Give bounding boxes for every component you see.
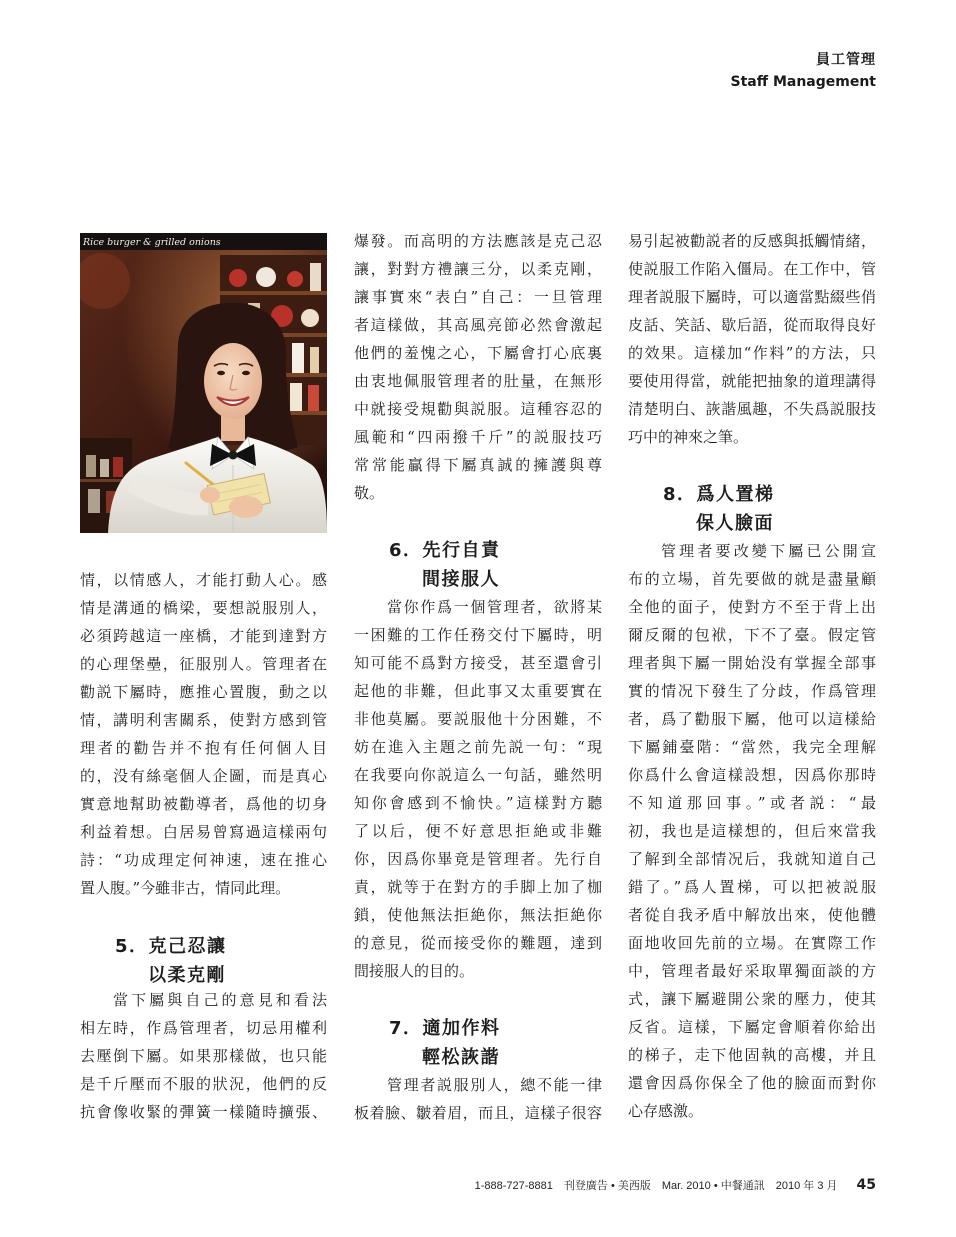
text-column-2 <box>354 0 602 1237</box>
section-heading <box>628 481 876 538</box>
paragraph-line: 的，没有絲毫個人企圖，而是真心 <box>80 767 327 785</box>
paragraph-line: 皮話、笑話、歇后語，從而取得良好 <box>628 316 876 334</box>
paragraph-line: 巧中的神來之筆。 <box>628 428 749 446</box>
section-heading-title: 7．適加作料 <box>389 1018 501 1039</box>
section-heading-title: 5．克己忍讓 <box>115 936 227 957</box>
paragraph-line: 當你作爲一個管理者，欲將某 <box>387 598 602 616</box>
paragraph-line: 的梯子，走下他固執的高樓，并且 <box>628 1046 876 1064</box>
paragraph-line: 清楚明白、詼諧風趣，不失爲説服技 <box>628 400 876 418</box>
paragraph-line: 當下屬與自己的意見和看法 <box>113 991 327 1009</box>
paragraph-line: 還會因爲你保全了他的臉面而對你 <box>628 1074 876 1092</box>
paragraph-line: 情是溝通的橋梁，要想説服別人， <box>80 599 327 617</box>
page-footer <box>475 1177 876 1193</box>
paragraph-line: 下屬鋪臺階：“當然，我完全理解 <box>628 738 876 756</box>
paragraph-line: 抗會像收緊的彈簧一樣隨時擴張、 <box>80 1103 327 1121</box>
paragraph-line: 非他莫屬。要説服他十分困難，不 <box>354 710 602 728</box>
paragraph-line: 讓事實來“表白”自己：一旦管理 <box>354 288 602 306</box>
paragraph-line: 知你會感到不愉快。”這樣對方聽 <box>354 794 602 812</box>
paragraph-line: 妨在進入主題之前先説一句：“現 <box>354 738 602 756</box>
article-paragraph <box>628 537 876 1125</box>
paragraph-line: 易引起被勸説者的反感與抵觸情緒， <box>628 232 876 250</box>
paragraph-line: 者從自我矛盾中解放出來，使他體 <box>628 906 876 924</box>
article-paragraph <box>628 227 876 451</box>
paragraph-line: 理者與下屬一開始没有掌握全部事 <box>628 654 876 672</box>
paragraph-line: 的意見，從而接受你的難題，達到 <box>354 934 602 952</box>
text-column-1 <box>80 0 327 1237</box>
paragraph-line: 實的情况下發生了分歧，作爲管理 <box>628 682 876 700</box>
menu-sign-text: Rice burger & grilled onions <box>83 237 221 248</box>
paragraph-line: 面地收回先前的立場。在實際工作 <box>628 934 876 952</box>
footer-ad-edition: 刊登廣告 • 美西版 <box>563 1180 651 1192</box>
section-heading-subtitle: 保人臉面 <box>696 512 774 534</box>
paragraph-line: 者這樣做，其高風亮節必然會激起 <box>354 316 602 334</box>
paragraph-line: 管理者要改變下屬已公開宣 <box>661 542 876 560</box>
paragraph-line: 知可能不爲對方接受，甚至還會引 <box>354 654 602 672</box>
article-paragraph <box>354 227 602 507</box>
section-heading <box>354 1015 602 1072</box>
section-heading <box>354 537 602 594</box>
paragraph-line: 初，我也是這樣想的，但后來當我 <box>628 822 876 840</box>
paragraph-line: 敬。 <box>354 484 385 502</box>
page-number: 45 <box>856 1177 876 1193</box>
paragraph-line: 管理者説服別人，總不能一律 <box>387 1076 602 1094</box>
paragraph-line: 全他的面子，使對方不至于背上出 <box>628 598 876 616</box>
paragraph-line: 置人腹。”今雖非古，情同此理。 <box>80 879 291 897</box>
paragraph-line: 錯了。”爲人置梯，可以把被説服 <box>628 878 876 896</box>
paragraph-line: 要使用得當，就能把抽象的道理講得 <box>628 372 876 390</box>
section-title-english: Staff Management <box>730 74 876 90</box>
paragraph-line: 讓，對對方禮讓三分，以柔克剛， <box>354 260 602 278</box>
paragraph-line: 情，講明利害關系，使對方感到管 <box>80 711 327 729</box>
paragraph-line: 相左時，作爲管理者，切忌用權利 <box>80 1019 327 1037</box>
section-title-chinese: 員工管理 <box>816 52 876 68</box>
paragraph-line: 了解到全部情况后，我就知道自己 <box>628 850 876 868</box>
paragraph-line: 的心理堡壘，征服別人。管理者在 <box>80 655 327 673</box>
article-paragraph <box>354 593 602 985</box>
footer-phone: 1-888-727-8881 <box>474 1180 553 1192</box>
paragraph-line: 由衷地佩服管理者的肚量，在無形 <box>354 372 602 390</box>
paragraph-line: 中就接受規勸與説服。這種容忍的 <box>354 400 602 418</box>
paragraph-line: 詩：“功成理定何神速，速在推心 <box>80 851 327 869</box>
paragraph-line: 起他的非難，但此事又太重要實在 <box>354 682 602 700</box>
paragraph-line: 者，爲了勸服下屬，他可以這樣給 <box>628 710 876 728</box>
paragraph-line: 使説服工作陷入僵局。在工作中，管 <box>628 260 876 278</box>
paragraph-line: 利益着想。白居易曾寫過這樣兩句 <box>80 823 327 841</box>
section-heading-title: 6．先行自責 <box>389 540 501 561</box>
paragraph-line: 爾反爾的包袱，下不了臺。假定管 <box>628 626 876 644</box>
paragraph-line: 理者説服下屬時，可以適當點綴些俏 <box>628 288 876 306</box>
paragraph-line: 責，就等于在對方的手脚上加了枷 <box>354 878 602 896</box>
footer-date: 2010 年 3 月 <box>775 1180 838 1192</box>
paragraph-line: 鎖，使他無法拒絶你，無法拒絶你 <box>354 906 602 924</box>
paragraph-line: 去壓倒下屬。如果那樣做，也只能 <box>80 1047 327 1065</box>
article-paragraph <box>354 1071 602 1127</box>
paragraph-line: 布的立場，首先要做的就是盡量顧 <box>628 570 876 588</box>
text-column-3 <box>628 0 876 1237</box>
footer-issue: Mar. 2010 • 中餐通訊 <box>661 1180 765 1192</box>
paragraph-line: 情，以情感人，才能打動人心。感 <box>80 571 327 589</box>
paragraph-line: 你爲什么會這樣設想，因爲你那時 <box>628 766 876 784</box>
paragraph-line: 常常能贏得下屬真誠的擁護與尊 <box>354 456 602 474</box>
paragraph-line: 風範和“四兩撥千斤”的説服技巧 <box>354 428 602 446</box>
article-paragraph <box>80 986 327 1126</box>
paragraph-line: 板着臉、皺着眉，而且，這樣子很容 <box>354 1104 602 1122</box>
paragraph-line: 了以后，便不好意思拒絶或非難 <box>354 822 602 840</box>
section-heading-subtitle: 間接服人 <box>422 568 500 590</box>
section-heading-subtitle: 以柔克剛 <box>148 964 226 986</box>
paragraph-line: 在我要向你説這么一句話，雖然明 <box>354 766 602 784</box>
section-heading-subtitle: 輕松詼諧 <box>422 1046 500 1068</box>
paragraph-line: 的效果。這樣加“作料”的方法，只 <box>628 344 876 362</box>
paragraph-line: 心存感激。 <box>628 1102 704 1120</box>
paragraph-line: 中，管理者最好采取單獨面談的方 <box>628 962 876 980</box>
paragraph-line: 式，讓下屬避開公衆的壓力，使其 <box>628 990 876 1008</box>
paragraph-line: 反省。這樣，下屬定會順着你給出 <box>628 1018 876 1036</box>
paragraph-line: 勸説下屬時，應推心置腹，動之以 <box>80 683 327 701</box>
section-heading <box>80 933 327 990</box>
paragraph-line: 不知道那回事。”或者説：“最 <box>628 794 876 812</box>
paragraph-line: 實意地幫助被勸導者，爲他的切身 <box>80 795 327 813</box>
paragraph-line: 是千斤壓而不服的狀況，他們的反 <box>80 1075 327 1093</box>
paragraph-line: 必須跨越這一座橋，才能到達對方 <box>80 627 327 645</box>
paragraph-line: 一困難的工作任務交付下屬時，明 <box>354 626 602 644</box>
article-paragraph <box>80 566 327 902</box>
paragraph-line: 理者的勸告并不抱有任何個人目 <box>80 739 327 757</box>
paragraph-line: 間接服人的目的。 <box>354 962 475 980</box>
paragraph-line: 你，因爲你畢竟是管理者。先行自 <box>354 850 602 868</box>
paragraph-line: 爆發。而高明的方法應該是克己忍 <box>354 232 602 250</box>
paragraph-line: 他們的羞愧之心，下屬會打心底裏 <box>354 344 602 362</box>
section-heading-title: 8．爲人置梯 <box>663 484 775 505</box>
